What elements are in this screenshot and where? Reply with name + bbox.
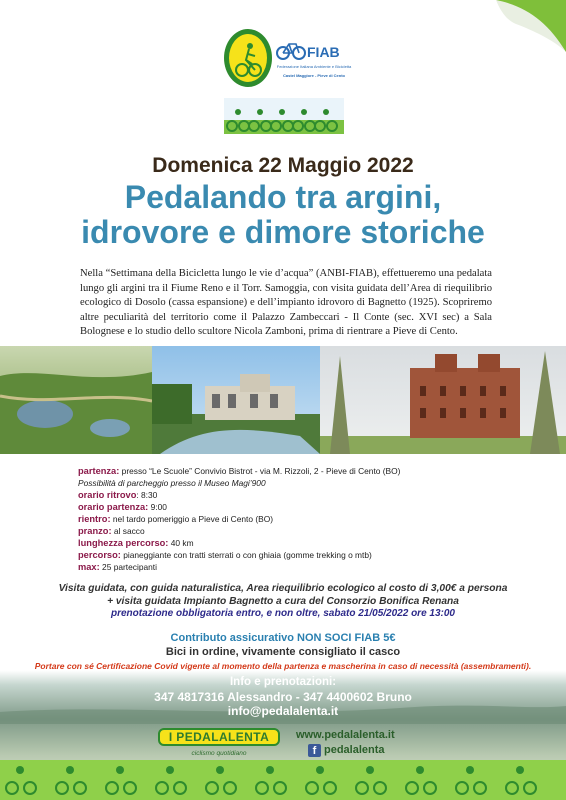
pumping-station-photo: [152, 346, 320, 454]
detail-max: max: 25 partecipanti: [78, 562, 157, 572]
detail-partenza: partenza: presso “Le Scuole” Convivio Bistrot - via M. Rizzoli, 2 - Pieve di Cento (BO): [78, 466, 401, 476]
bicycle-icon: [276, 40, 306, 60]
event-details: [78, 465, 548, 573]
fiab-subtitle: Federazione Italiana Ambiente e Bicicletta: [276, 64, 352, 69]
contact-phones[interactable]: 347 4817316 Alessandro - 347 4400602 Bruno: [154, 690, 412, 704]
guided-visit-line-2: + visita guidata Impianto Bagnetto a cura del Consorzio Bonifica Renana: [107, 596, 459, 607]
detail-lunghezza: lunghezza percorso: 40 km: [78, 538, 194, 548]
fiab-wordmark: FIAB: [307, 44, 340, 60]
footer-section: [0, 620, 566, 800]
detail-orario-partenza: orario partenza: 9:00: [78, 502, 167, 512]
pedalalenta-brand-logo: I PEDALALENTA: [158, 728, 280, 746]
photo-collage: [0, 346, 566, 454]
guided-visit-line-1: Visita guidata, con guida naturalistica, Area riequilibrio ecologico al costo di 3,00€ a persona: [58, 583, 508, 594]
facebook-icon: f: [308, 744, 321, 757]
cyclists-banner-image: [224, 98, 344, 134]
info-title: Info e prenotazioni:: [229, 676, 337, 688]
covid-notice: Portare con sé Certificazione Covid vigente al momento della partenza e mascherina in caso di necessità (assembramenti).: [34, 661, 532, 671]
logo-bar: [0, 28, 566, 88]
intro-paragraph: Nella “Settimana della Bicicletta lungo le vie d’acqua” (ANBI-FIAB), effettueremo una pedalata lungo gli argini tra il Fiume Reno e il Torr. Samoggia, con visita guidata dell’Area di riequilibrio ecologico di Dosolo (cassa espansione) e dell’impianto idrovoro di Bagnetto (1925). Scopriremo altre peculiarità del territorio come il Palazzo Zambeccari - Il Conte (sec. XVI sec) a Sala Bolognese e lo studio dello scultore Nicola Zamboni, prima di rientrare a Pieve di Cento.: [80, 268, 492, 337]
event-title: [0, 180, 566, 250]
event-title-line-1: Pedalando tra argini,: [124, 179, 442, 215]
detail-parking-note: Possibilità di parcheggio presso il Museo Magi’900: [78, 478, 266, 488]
wetland-aerial-photo: [0, 346, 152, 454]
insurance-contribution: Contributo assicurativo NON SOCI FIAB 5€: [170, 632, 396, 644]
guided-visit-info: [0, 582, 566, 608]
pedalalenta-logo: [222, 28, 274, 88]
fiab-branch: Castel Maggiore - Pieve di Cento: [282, 73, 345, 78]
detail-rientro: rientro: nel tardo pomeriggio a Pieve di Cento (BO): [78, 514, 274, 524]
website-link[interactable]: www.pedalalenta.it: [296, 729, 395, 741]
palazzo-zambeccari-photo: [320, 346, 566, 454]
detail-pranzo: pranzo: al sacco: [78, 526, 145, 536]
event-date: Domenica 22 Maggio 2022: [152, 154, 414, 177]
facebook-handle: pedalalenta: [324, 744, 385, 756]
detail-percorso: percorso: pianeggiante con tratti sterrati o con ghiaia (gomme trekking o mtb): [78, 550, 372, 560]
event-title-line-2: idrovore e dimore storiche: [81, 214, 485, 250]
helmet-advice: Bici in ordine, vivamente consigliato il casco: [165, 646, 401, 658]
detail-orario-ritrovo: orario ritrovo: 8:30: [78, 490, 158, 500]
brand-tagline: ciclismo quotidiano: [191, 750, 247, 757]
fiab-logo: [274, 40, 354, 80]
contact-email[interactable]: info@pedalalenta.it: [227, 704, 339, 718]
booking-deadline: prenotazione obbligatoria entro, e non oltre, sabato 21/05/2022 ore 13:00: [111, 608, 455, 619]
